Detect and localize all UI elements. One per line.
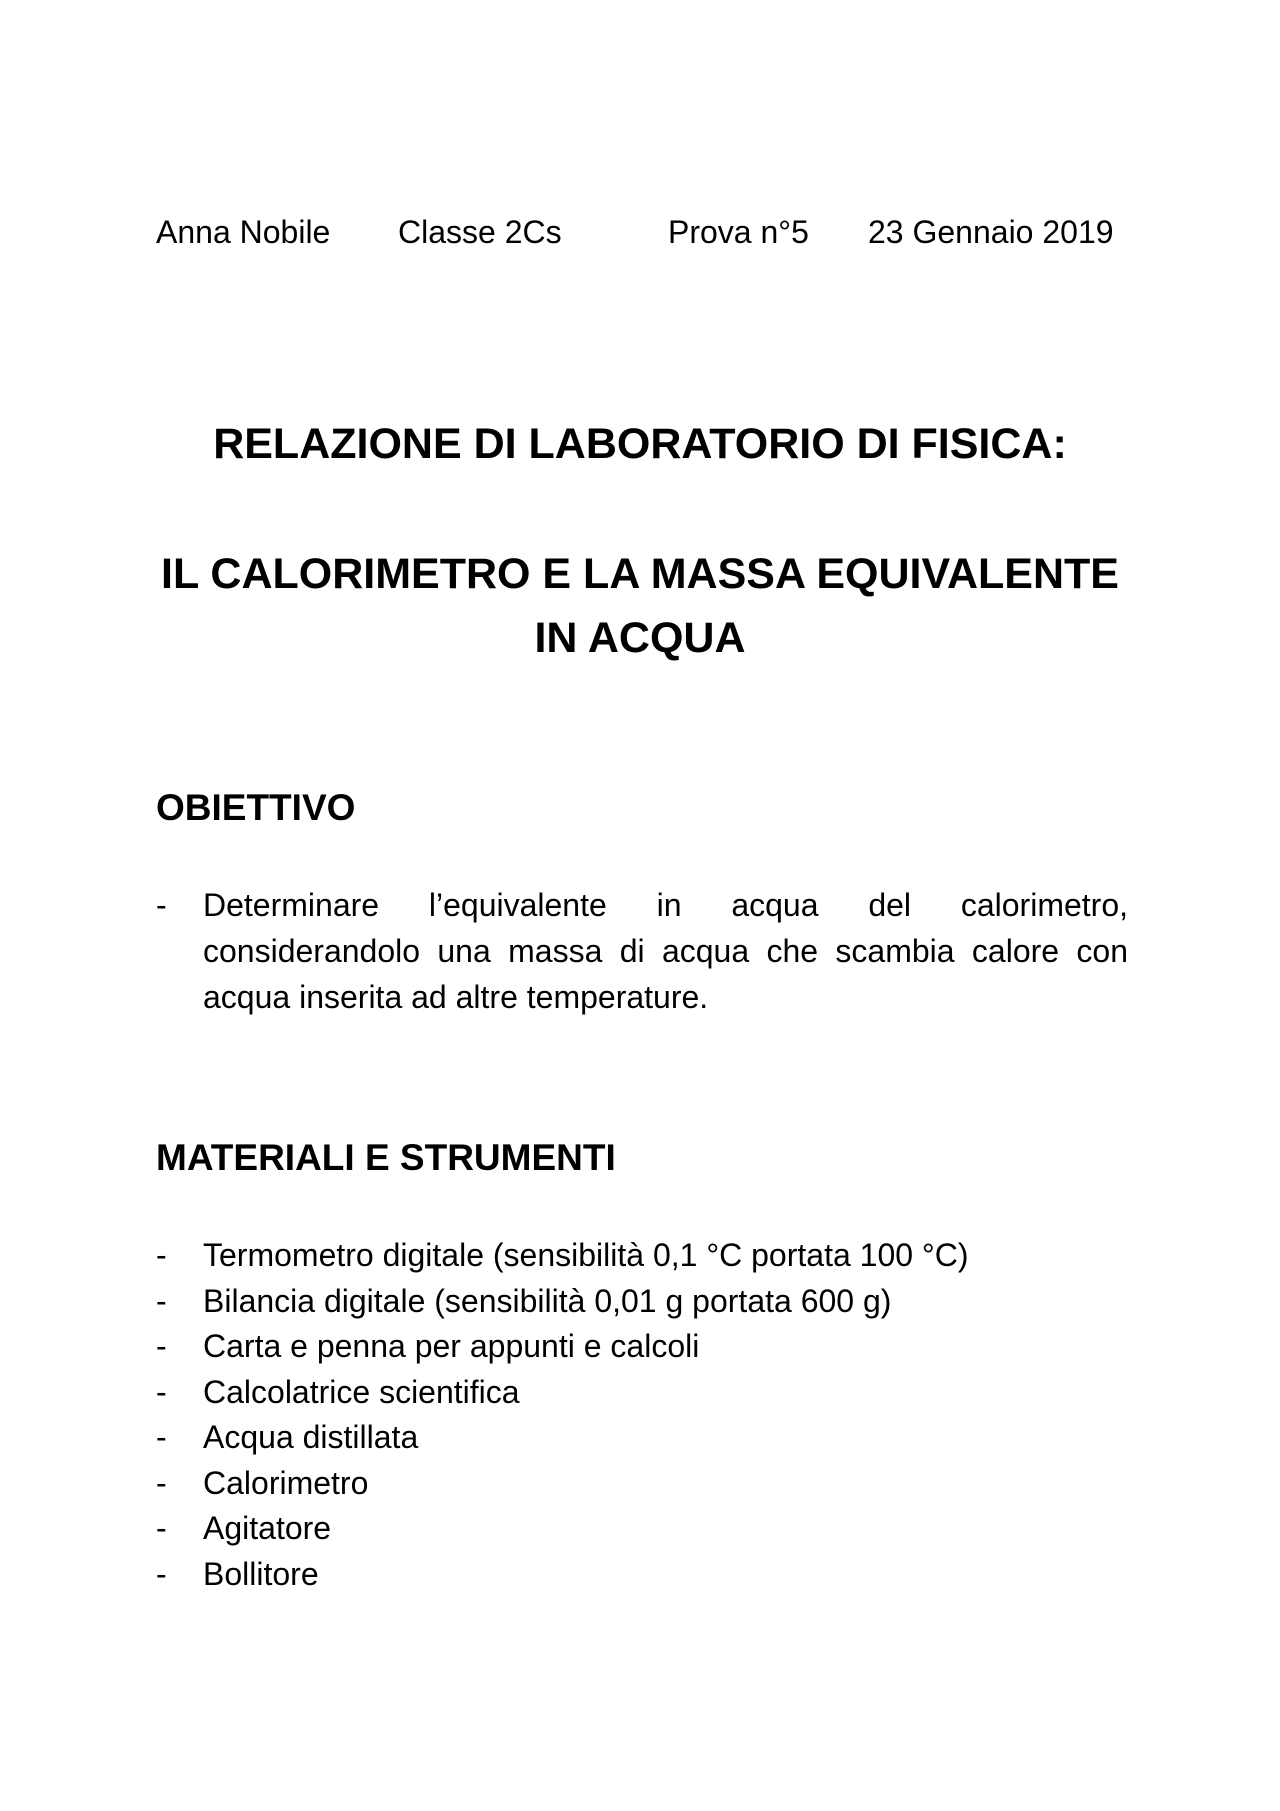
- list-item-text: Carta e penna per appunti e calcoli: [203, 1328, 700, 1364]
- list-item-text: Calorimetro: [203, 1464, 369, 1501]
- list-item: [156, 1552, 968, 1598]
- class-label: Classe 2Cs: [398, 214, 562, 250]
- list-item-text: Bilancia digitale (sensibilità 0,01 g portata 600 g): [203, 1282, 892, 1319]
- objective-text: Determinare l’equivalente in acqua del calorimetro, considerandolo una massa di acqua che scambia calore con acqua inserita ad altre temperature.: [203, 887, 1128, 1015]
- list-bullet: -: [156, 1373, 167, 1410]
- list-item-text: Acqua distillata: [203, 1419, 419, 1455]
- list-bullet: -: [156, 1419, 167, 1455]
- report-subtitle: [120, 542, 1160, 670]
- list-item: [156, 1506, 968, 1552]
- report-title: RELAZIONE DI LABORATORIO DI FISICA:: [213, 420, 1067, 468]
- list-bullet: -: [156, 1555, 167, 1592]
- list-bullet: -: [156, 1237, 167, 1273]
- list-item: [156, 1370, 968, 1416]
- objective-heading: OBIETTIVO: [156, 787, 356, 828]
- list-item: [156, 1233, 968, 1279]
- objective-bullet: -: [156, 887, 167, 923]
- report-subtitle-line-2: IN ACQUA: [534, 614, 746, 662]
- list-bullet: -: [156, 1328, 167, 1364]
- test-number: Prova n°5: [668, 214, 809, 250]
- materials-list: [156, 1233, 968, 1597]
- report-subtitle-line-1: IL CALORIMETRO E LA MASSA EQUIVALENTE: [161, 550, 1119, 598]
- list-bullet: -: [156, 1510, 167, 1546]
- list-item-text: Agitatore: [203, 1510, 332, 1546]
- list-bullet: -: [156, 1282, 167, 1319]
- list-item: [156, 1324, 968, 1370]
- list-item: [156, 1415, 968, 1461]
- list-bullet: -: [156, 1464, 167, 1501]
- materials-heading: MATERIALI E STRUMENTI: [156, 1137, 616, 1178]
- list-item-text: Calcolatrice scientifica: [203, 1373, 520, 1410]
- list-item: [156, 1279, 968, 1325]
- author-name: Anna Nobile: [156, 214, 331, 250]
- list-item: [156, 1461, 968, 1507]
- list-item-text: Bollitore: [203, 1555, 319, 1592]
- document-date: 23 Gennaio 2019: [868, 214, 1114, 250]
- list-item-text: Termometro digitale (sensibilità 0,1 °C portata 100 °C): [203, 1237, 969, 1273]
